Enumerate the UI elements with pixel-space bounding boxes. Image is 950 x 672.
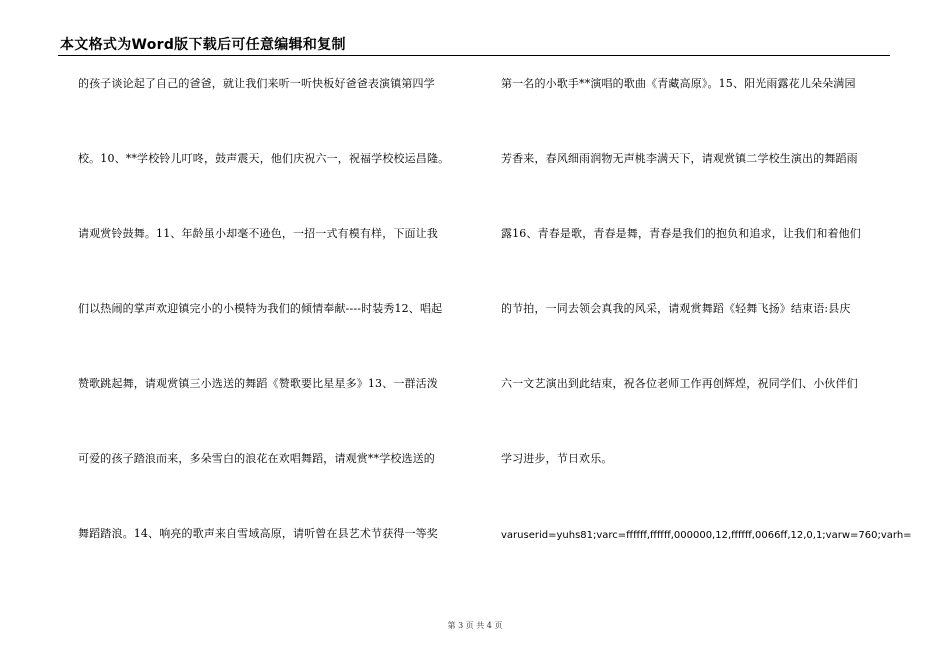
right-line-3: 露16、青春是歌，青春是舞，青春是我们的抱负和追求，让我们和着他们 [501, 227, 861, 240]
document-header-title: 本文格式为Word版下载后可任意编辑和复制 [60, 37, 346, 53]
right-line-1: 第一名的小歌手**演唱的歌曲《青藏高原》。15、阳光雨露花儿朵朵满园 [501, 77, 856, 90]
left-line-5: 赞歌跳起舞，请观赏镇三小选送的舞蹈《赞歌要比星星多》13、一群活泼 [78, 377, 438, 390]
left-line-6: 可爱的孩子踏浪而来，多朵雪白的浪花在欢唱舞蹈，请观赏**学校选送的 [78, 452, 435, 465]
header-divider [58, 55, 890, 56]
left-line-3: 请观赏铃鼓舞。11、年龄虽小却毫不逊色，一招一式有模有样，下面让我 [78, 227, 438, 240]
page-number-footer: 第 3 页 共 4 页 [447, 621, 503, 630]
left-line-4: 们以热闹的掌声欢迎镇完小的小模特为我们的倾情奉献----时装秀12、唱起 [78, 302, 443, 315]
right-line-5: 六一文艺演出到此结束，祝各位老师工作再创辉煌，祝同学们、小伙伴们 [501, 377, 858, 390]
right-line-4: 的节拍，一同去领会真我的风采，请观赏舞蹈《轻舞飞扬》结束语:县庆 [501, 302, 851, 315]
left-line-7: 舞蹈踏浪。14、响亮的歌声来自雪域高原，请听曾在县艺术节获得一等奖 [78, 527, 438, 540]
left-line-2: 校。10、**学校铃儿叮咚，鼓声震天，他们庆祝六一，祝福学校校运昌隆。 [78, 152, 450, 165]
right-line-2: 芳香来，春风细雨润物无声桃李满天下，请观赏镇二学校生演出的舞蹈雨 [501, 152, 858, 165]
right-line-6: 学习进步，节日欢乐。 [501, 452, 613, 465]
right-line-7-script-text: varuserid=yuhs81;varc=ffffff,ffffff,000000,12,ffffff,0066ff,12,0,1;varw=760;varh= [501, 530, 912, 541]
left-line-1: 的孩子谈论起了自己的爸爸，就让我们来听一听快板好爸爸表演镇第四学 [78, 77, 435, 90]
